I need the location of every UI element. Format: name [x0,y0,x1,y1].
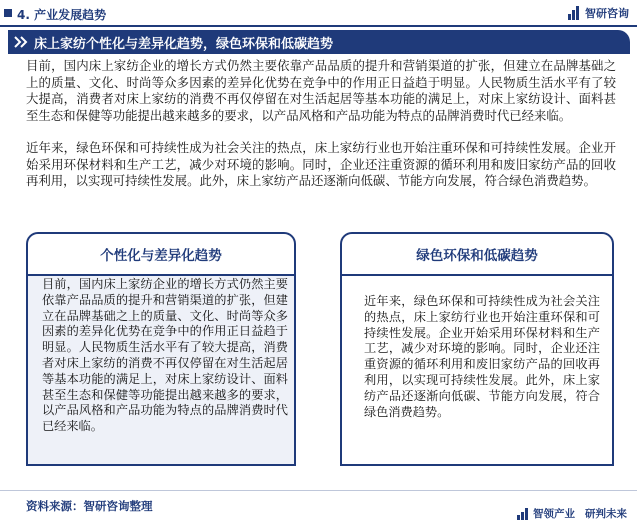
card-title-green: 绿色环保和低碳趋势 [340,232,614,276]
slogan-right: 研判未来 [585,508,627,520]
section-marker [4,9,12,17]
body-paragraph-1: 目前，国内床上家纺企业的增长方式仍然主要依靠产品品质的提升和营销渠道的扩张，但建立在品牌基础之上的质量、文化、时尚等众多因素的差异化优势在竞争中的作用正日益趋于明显。人民物质生活水平有了较大提高，消费者对床上家纺的消费不再仅停留在对生活起居等基本功能的满足上，对床上家纺设计、面料甚至生态和保健等功能提出越来越多的要求，以产品风格和产品功能为特点的品牌消费时代已经来临。 [26,58,616,123]
source-note: 资料来源：智研咨询整理 [26,499,153,513]
brand-logo-text: 智研咨询 [585,7,629,20]
header-divider [0,25,637,27]
bars-logo-icon [568,6,582,20]
brand-logo [568,5,629,21]
card-title-personalization: 个性化与差异化趋势 [26,232,296,276]
section-header [0,0,637,30]
body-paragraph-2: 近年来，绿色环保和可持续性成为社会关注的热点，床上家纺行业也开始注重环保和可持续性发展。企业开始采用环保材料和生产工艺，减少对环境的影响。同时，企业还注重资源的循环利用和废旧家纺产品的回收再利用，以实现可持续性发展。此外，床上家纺产品还逐渐向低碳、节能方向发展，符合绿色消费趋势。 [26,140,616,189]
section-title: 4. 产业发展趋势 [17,8,107,22]
footer-slogan [517,506,627,521]
banner-title: 床上家纺个性化与差异化趋势，绿色环保和低碳趋势 [34,36,334,52]
topic-banner [8,30,630,54]
double-chevron-icon [14,36,28,48]
footer-divider [0,490,637,491]
bars-logo-icon [517,508,529,520]
card-text-personalization: 目前，国内床上家纺企业的增长方式仍然主要依靠产品品质的提升和营销渠道的扩张，但建立在品牌基础之上的质量、文化、时尚等众多因素的差异化优势在竞争中的作用正日益趋于明显。人民物质生活水平有了较大提高，消费者对床上家纺的消费不再仅停留在对生活起居等基本功能的满足上，对床上家纺设计、面料甚至生态和保健等功能提出越来越多的要求，以产品风格和产品功能为特点的品牌消费时代已经来临。 [26,276,296,466]
card-text-green: 近年来，绿色环保和可持续性成为社会关注的热点，床上家纺行业也开始注重环保和可持续性发展。企业开始采用环保材料和生产工艺，减少对环境的影响。同时，企业还注重资源的循环利用和废旧家纺产品的回收再利用，以实现可持续性发展。此外，床上家纺产品还逐渐向低碳、节能方向发展，符合绿色消费趋势。 [340,276,614,466]
slogan-left: 智领产业 [533,508,575,520]
